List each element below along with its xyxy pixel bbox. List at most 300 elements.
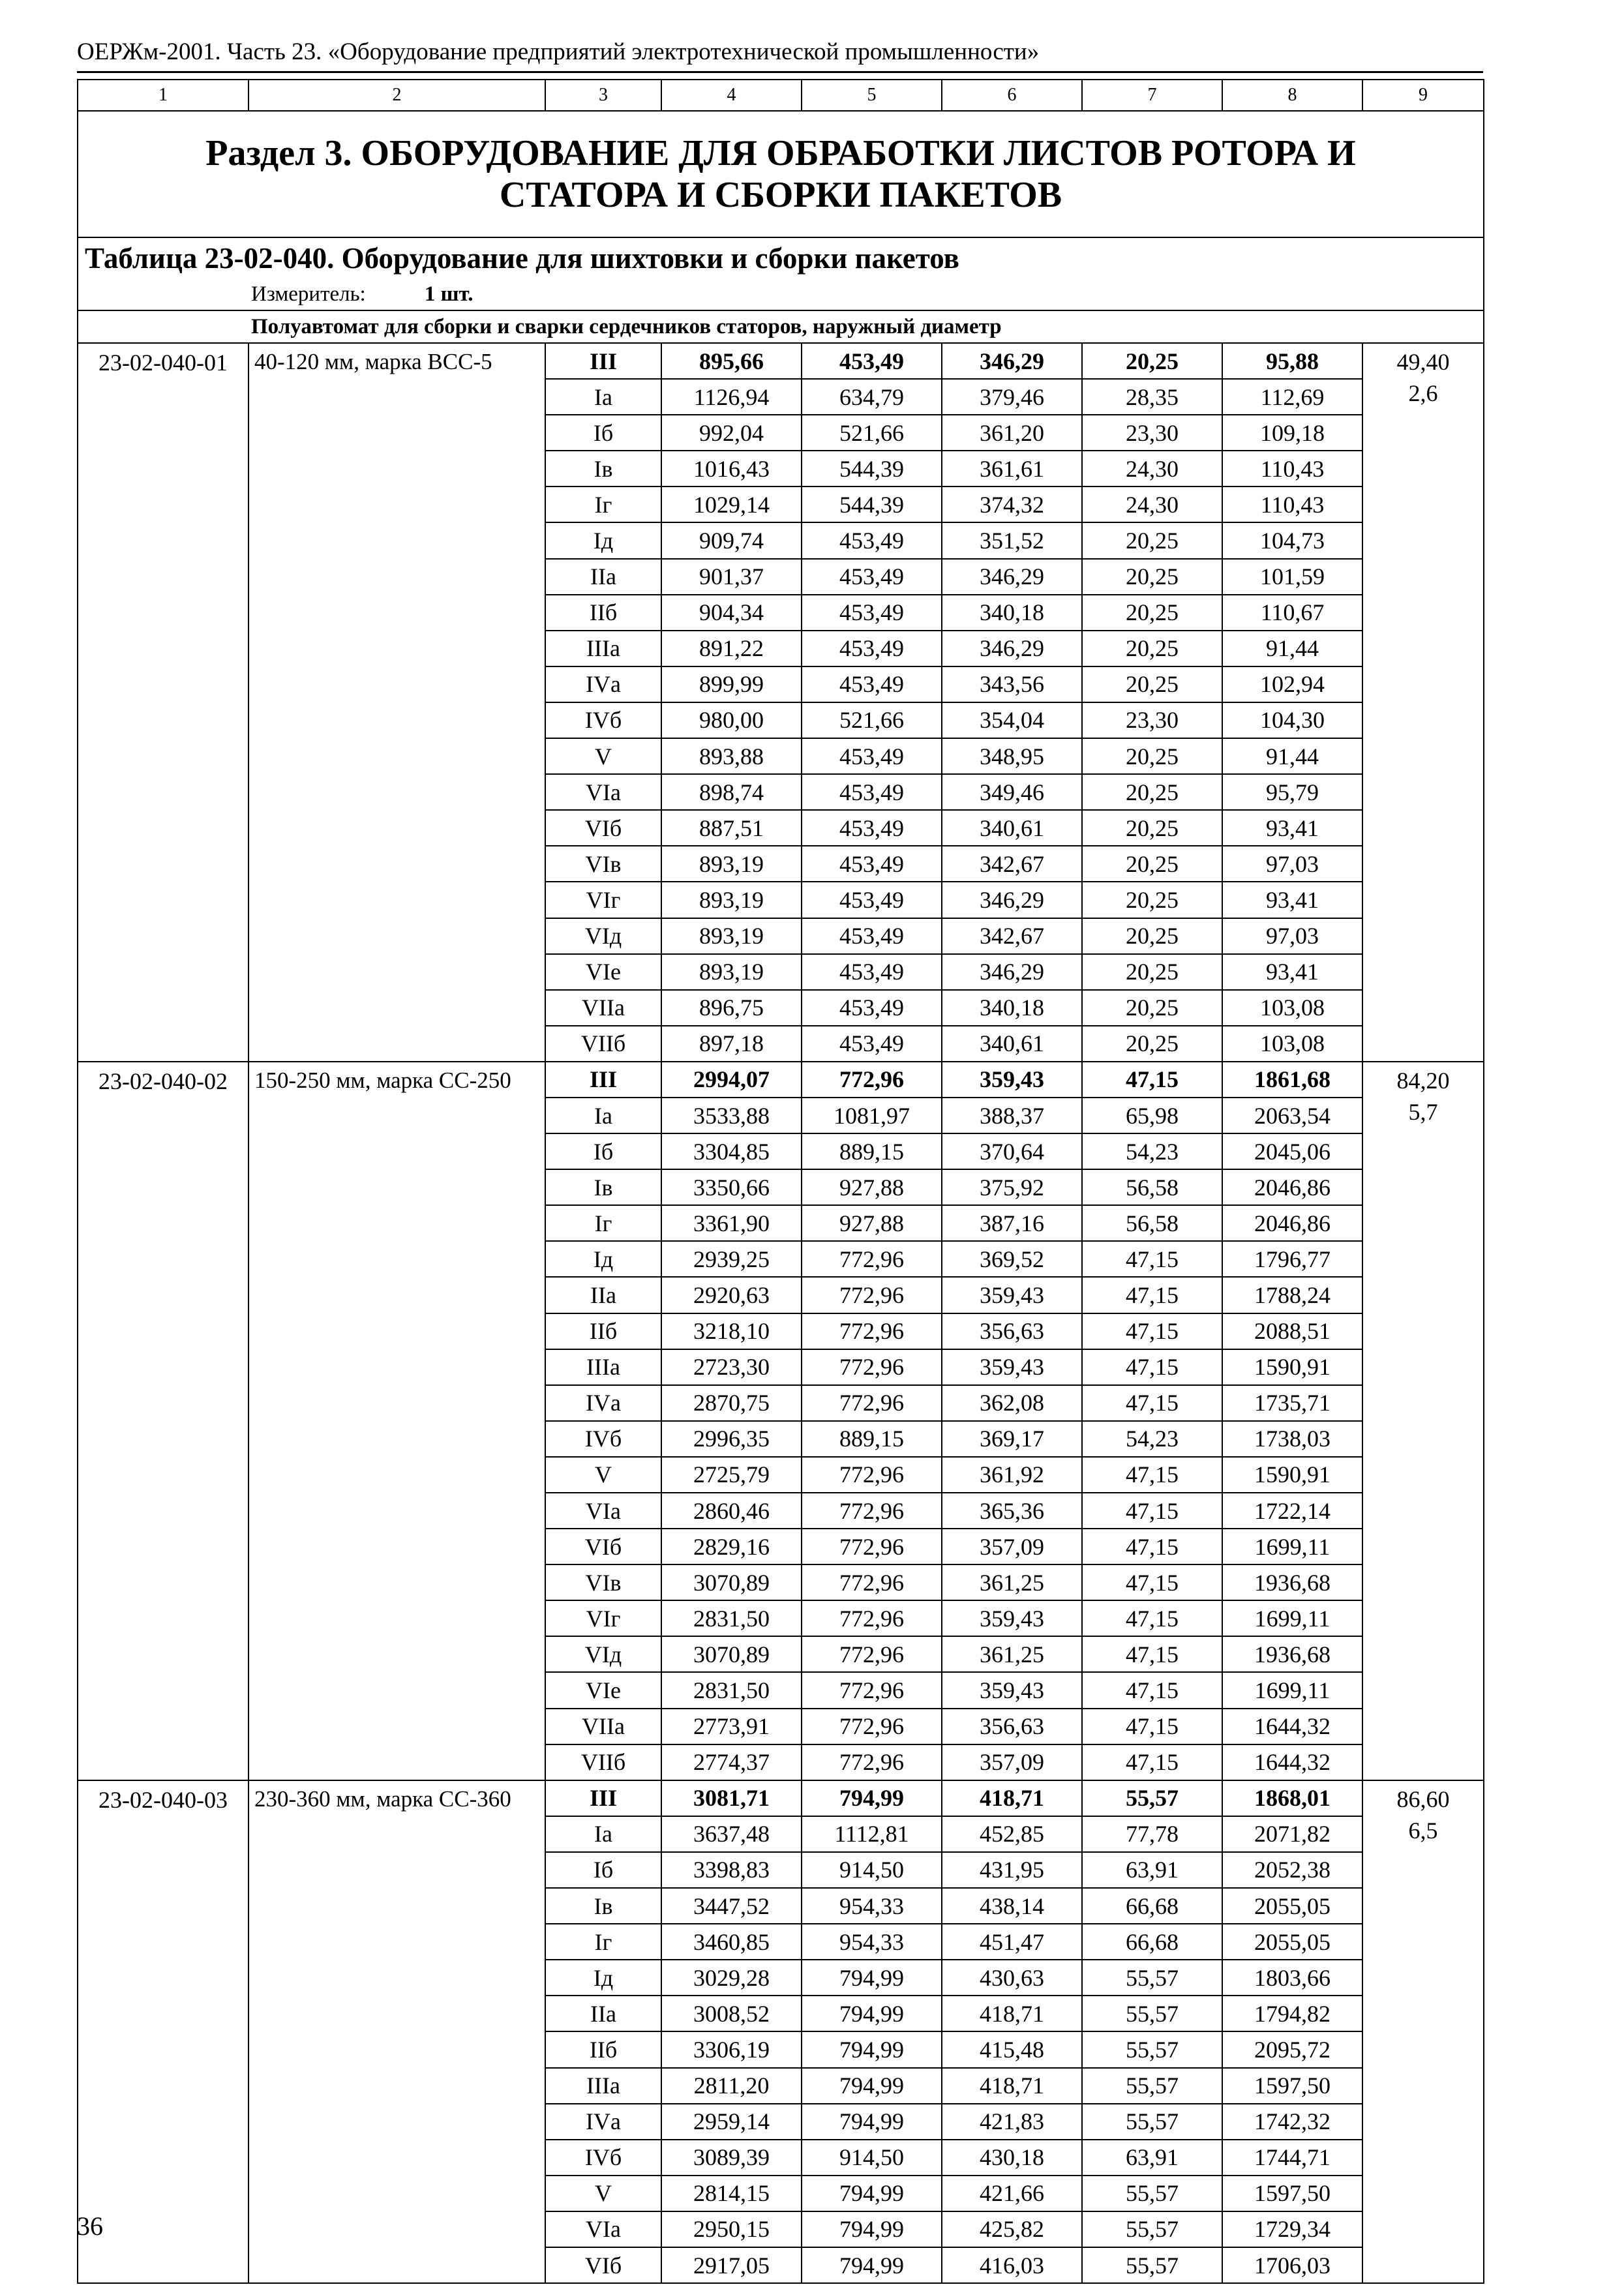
region-zone-cell: IVб xyxy=(545,2140,661,2176)
price-value-cell: 421,83 xyxy=(942,2104,1082,2140)
region-zone-cell: Iв xyxy=(545,451,661,486)
region-zone-cell: IIIа xyxy=(545,631,661,666)
price-value-cell: 20,25 xyxy=(1082,810,1222,846)
price-value-cell: 20,25 xyxy=(1082,666,1222,702)
region-zone-cell: IVа xyxy=(545,2104,661,2140)
region-zone-cell: V xyxy=(545,1457,661,1493)
price-value-cell: 1597,50 xyxy=(1222,2068,1362,2104)
price-value-cell: 20,25 xyxy=(1082,343,1222,379)
price-value-cell: 1590,91 xyxy=(1222,1349,1362,1385)
price-value-cell: 103,08 xyxy=(1222,1026,1362,1062)
table-row xyxy=(78,1062,1484,1098)
labor-cost-value: 84,20 xyxy=(1396,1067,1450,1094)
price-value-cell: 889,15 xyxy=(802,1421,942,1457)
price-value-cell: 452,85 xyxy=(942,1816,1082,1852)
price-value-cell: 453,49 xyxy=(802,559,942,595)
price-value-cell: 909,74 xyxy=(661,522,802,558)
price-value-cell: 1735,71 xyxy=(1222,1385,1362,1421)
price-value-cell: 361,25 xyxy=(942,1564,1082,1600)
price-value-cell: 3460,85 xyxy=(661,1924,802,1960)
price-value-cell: 104,30 xyxy=(1222,702,1362,738)
price-value-cell: 2046,86 xyxy=(1222,1205,1362,1241)
region-zone-cell: Iг xyxy=(545,1924,661,1960)
region-zone-cell: VIв xyxy=(545,1564,661,1600)
price-value-cell: 55,57 xyxy=(1082,1780,1222,1816)
price-value-cell: 346,29 xyxy=(942,631,1082,666)
price-value-cell: 898,74 xyxy=(661,774,802,810)
price-value-cell: 2939,25 xyxy=(661,1241,802,1277)
section-title-row xyxy=(78,111,1484,237)
price-value-cell: 340,61 xyxy=(942,1026,1082,1062)
price-value-cell: 893,19 xyxy=(661,954,802,990)
price-value-cell: 2071,82 xyxy=(1222,1816,1362,1852)
price-value-cell: 101,59 xyxy=(1222,559,1362,595)
price-value-cell: 2811,20 xyxy=(661,2068,802,2104)
price-value-cell: 772,96 xyxy=(802,1457,942,1493)
region-zone-cell: VIв xyxy=(545,846,661,882)
price-value-cell: 2045,06 xyxy=(1222,1133,1362,1169)
region-zone-cell: IVб xyxy=(545,1421,661,1457)
price-value-cell: 342,67 xyxy=(942,918,1082,954)
price-value-cell: 453,49 xyxy=(802,882,942,918)
price-value-cell: 103,08 xyxy=(1222,990,1362,1026)
price-value-cell: 369,52 xyxy=(942,1241,1082,1277)
price-value-cell: 110,43 xyxy=(1222,451,1362,486)
price-value-cell: 1081,97 xyxy=(802,1098,942,1133)
price-value-cell: 20,25 xyxy=(1082,595,1222,631)
price-value-cell: 47,15 xyxy=(1082,1457,1222,1493)
price-value-cell: 359,43 xyxy=(942,1062,1082,1098)
price-value-cell: 93,41 xyxy=(1222,882,1362,918)
machine-operator-value: 5,7 xyxy=(1408,1098,1438,1125)
price-value-cell: 3447,52 xyxy=(661,1888,802,1924)
price-value-cell: 430,18 xyxy=(942,2140,1082,2176)
price-value-cell: 63,91 xyxy=(1082,2140,1222,2176)
price-value-cell: 112,69 xyxy=(1222,379,1362,415)
price-value-cell: 794,99 xyxy=(802,1996,942,2031)
price-value-cell: 794,99 xyxy=(802,2176,942,2211)
item-code: 23-02-040-01 xyxy=(78,343,248,1062)
price-value-cell: 357,09 xyxy=(942,1744,1082,1780)
price-value-cell: 102,94 xyxy=(1222,666,1362,702)
price-value-cell: 349,46 xyxy=(942,774,1082,810)
region-zone-cell: VIа xyxy=(545,1493,661,1529)
price-value-cell: 47,15 xyxy=(1082,1529,1222,1564)
price-value-cell: 47,15 xyxy=(1082,1349,1222,1385)
price-value-cell: 47,15 xyxy=(1082,1564,1222,1600)
price-value-cell: 47,15 xyxy=(1082,1744,1222,1780)
price-value-cell: 1016,43 xyxy=(661,451,802,486)
price-value-cell: 2959,14 xyxy=(661,2104,802,2140)
price-value-cell: 340,18 xyxy=(942,990,1082,1026)
price-value-cell: 425,82 xyxy=(942,2211,1082,2247)
price-value-cell: 55,57 xyxy=(1082,1960,1222,1996)
price-value-cell: 772,96 xyxy=(802,1709,942,1744)
price-value-cell: 104,73 xyxy=(1222,522,1362,558)
price-value-cell: 893,19 xyxy=(661,882,802,918)
region-zone-cell: V xyxy=(545,2176,661,2211)
price-value-cell: 3533,88 xyxy=(661,1098,802,1133)
price-value-cell: 772,96 xyxy=(802,1313,942,1349)
region-zone-cell: IIб xyxy=(545,2031,661,2067)
price-value-cell: 887,51 xyxy=(661,810,802,846)
item-name: 230-360 мм, марка СС-360 xyxy=(248,1780,545,2283)
column-number: 1 xyxy=(78,80,248,111)
price-value-cell: 893,88 xyxy=(661,738,802,774)
price-value-cell: 47,15 xyxy=(1082,1709,1222,1744)
price-value-cell: 453,49 xyxy=(802,990,942,1026)
region-zone-cell: III xyxy=(545,1780,661,1816)
price-value-cell: 2860,46 xyxy=(661,1493,802,1529)
price-value-cell: 357,09 xyxy=(942,1529,1082,1564)
price-value-cell: 23,30 xyxy=(1082,702,1222,738)
price-value-cell: 1794,82 xyxy=(1222,1996,1362,2031)
region-zone-cell: VIг xyxy=(545,1600,661,1636)
price-value-cell: 20,25 xyxy=(1082,559,1222,595)
column-number: 3 xyxy=(545,80,661,111)
price-value-cell: 1126,94 xyxy=(661,379,802,415)
price-value-cell: 24,30 xyxy=(1082,451,1222,486)
region-zone-cell: III xyxy=(545,1062,661,1098)
price-value-cell: 359,43 xyxy=(942,1600,1082,1636)
price-value-cell: 2831,50 xyxy=(661,1672,802,1708)
price-value-cell: 1861,68 xyxy=(1222,1062,1362,1098)
price-value-cell: 3306,19 xyxy=(661,2031,802,2067)
price-value-cell: 54,23 xyxy=(1082,1133,1222,1169)
price-value-cell: 418,71 xyxy=(942,1780,1082,1816)
region-zone-cell: VIIб xyxy=(545,1026,661,1062)
price-value-cell: 1796,77 xyxy=(1222,1241,1362,1277)
price-value-cell: 772,96 xyxy=(802,1636,942,1672)
price-value-cell: 340,18 xyxy=(942,595,1082,631)
price-value-cell: 351,52 xyxy=(942,522,1082,558)
price-value-cell: 91,44 xyxy=(1222,631,1362,666)
header-rule xyxy=(77,71,1483,73)
item-code: 23-02-040-02 xyxy=(78,1062,248,1780)
measure-row xyxy=(78,278,1484,310)
price-value-cell: 361,20 xyxy=(942,415,1082,451)
region-zone-cell: IVб xyxy=(545,702,661,738)
region-zone-cell: VIе xyxy=(545,954,661,990)
col9-values xyxy=(1362,1780,1484,2283)
price-value-cell: 1699,11 xyxy=(1222,1600,1362,1636)
price-value-cell: 3081,71 xyxy=(661,1780,802,1816)
region-zone-cell: VIб xyxy=(545,2247,661,2283)
price-value-cell: 3361,90 xyxy=(661,1205,802,1241)
price-value-cell: 65,98 xyxy=(1082,1098,1222,1133)
price-value-cell: 453,49 xyxy=(802,1026,942,1062)
table-title-row xyxy=(78,237,1484,278)
price-value-cell: 387,16 xyxy=(942,1205,1082,1241)
price-value-cell: 346,29 xyxy=(942,882,1082,918)
price-value-cell: 1868,01 xyxy=(1222,1780,1362,1816)
price-value-cell: 453,49 xyxy=(802,846,942,882)
price-value-cell: 1590,91 xyxy=(1222,1457,1362,1493)
price-value-cell: 3070,89 xyxy=(661,1564,802,1600)
price-value-cell: 97,03 xyxy=(1222,846,1362,882)
region-zone-cell: III xyxy=(545,343,661,379)
price-value-cell: 897,18 xyxy=(661,1026,802,1062)
region-zone-cell: IIIа xyxy=(545,1349,661,1385)
region-zone-cell: IIа xyxy=(545,559,661,595)
price-value-cell: 24,30 xyxy=(1082,486,1222,522)
price-value-cell: 544,39 xyxy=(802,486,942,522)
price-value-cell: 340,61 xyxy=(942,810,1082,846)
item-code: 23-02-040-03 xyxy=(78,1780,248,2283)
price-value-cell: 2088,51 xyxy=(1222,1313,1362,1349)
price-value-cell: 354,04 xyxy=(942,702,1082,738)
column-number: 4 xyxy=(661,80,802,111)
price-value-cell: 1699,11 xyxy=(1222,1672,1362,1708)
price-value-cell: 359,43 xyxy=(942,1672,1082,1708)
price-value-cell: 980,00 xyxy=(661,702,802,738)
price-value-cell: 453,49 xyxy=(802,810,942,846)
region-zone-cell: VIд xyxy=(545,1636,661,1672)
price-value-cell: 95,88 xyxy=(1222,343,1362,379)
region-zone-cell: Iб xyxy=(545,415,661,451)
price-value-cell: 3304,85 xyxy=(661,1133,802,1169)
price-value-cell: 3008,52 xyxy=(661,1996,802,2031)
price-value-cell: 772,96 xyxy=(802,1744,942,1780)
price-value-cell: 453,49 xyxy=(802,918,942,954)
price-value-cell: 2773,91 xyxy=(661,1709,802,1744)
price-value-cell: 2950,15 xyxy=(661,2211,802,2247)
price-value-cell: 20,25 xyxy=(1082,918,1222,954)
region-zone-cell: IIIа xyxy=(545,2068,661,2104)
price-value-cell: 20,25 xyxy=(1082,990,1222,1026)
price-value-cell: 794,99 xyxy=(802,2068,942,2104)
price-value-cell: 2052,38 xyxy=(1222,1852,1362,1888)
region-zone-cell: Iв xyxy=(545,1169,661,1205)
price-value-cell: 794,99 xyxy=(802,1960,942,1996)
price-value-cell: 2829,16 xyxy=(661,1529,802,1564)
price-value-cell: 55,57 xyxy=(1082,2031,1222,2067)
column-number: 6 xyxy=(942,80,1082,111)
price-value-cell: 3350,66 xyxy=(661,1169,802,1205)
price-value-cell: 1742,32 xyxy=(1222,2104,1362,2140)
price-value-cell: 20,25 xyxy=(1082,1026,1222,1062)
price-value-cell: 2046,86 xyxy=(1222,1169,1362,1205)
table-row xyxy=(78,1780,1484,1816)
region-zone-cell: IIа xyxy=(545,1996,661,2031)
region-zone-cell: IIб xyxy=(545,1313,661,1349)
price-value-cell: 1936,68 xyxy=(1222,1636,1362,1672)
price-value-cell: 896,75 xyxy=(661,990,802,1026)
price-value-cell: 3218,10 xyxy=(661,1313,802,1349)
price-value-cell: 77,78 xyxy=(1082,1816,1222,1852)
col9-values xyxy=(1362,343,1484,1062)
region-zone-cell: VIб xyxy=(545,1529,661,1564)
price-value-cell: 1029,14 xyxy=(661,486,802,522)
region-zone-cell: Iб xyxy=(545,1852,661,1888)
price-value-cell: 2095,72 xyxy=(1222,2031,1362,2067)
price-table-container xyxy=(77,79,1483,2284)
price-value-cell: 95,79 xyxy=(1222,774,1362,810)
price-value-cell: 47,15 xyxy=(1082,1385,1222,1421)
price-value-cell: 3070,89 xyxy=(661,1636,802,1672)
price-value-cell: 2870,75 xyxy=(661,1385,802,1421)
price-value-cell: 2725,79 xyxy=(661,1457,802,1493)
price-value-cell: 1936,68 xyxy=(1222,1564,1362,1600)
price-value-cell: 1597,50 xyxy=(1222,2176,1362,2211)
price-value-cell: 109,18 xyxy=(1222,415,1362,451)
price-value-cell: 927,88 xyxy=(802,1169,942,1205)
price-value-cell: 634,79 xyxy=(802,379,942,415)
price-value-cell: 356,63 xyxy=(942,1709,1082,1744)
price-value-cell: 794,99 xyxy=(802,2211,942,2247)
price-value-cell: 421,66 xyxy=(942,2176,1082,2211)
price-value-cell: 1788,24 xyxy=(1222,1277,1362,1313)
region-zone-cell: Iа xyxy=(545,379,661,415)
price-value-cell: 1729,34 xyxy=(1222,2211,1362,2247)
price-value-cell: 914,50 xyxy=(802,2140,942,2176)
measure-unit: 1 шт. xyxy=(424,282,474,306)
page-number: 36 xyxy=(77,2211,103,2241)
price-value-cell: 346,29 xyxy=(942,559,1082,595)
price-value-cell: 66,68 xyxy=(1082,1888,1222,1924)
region-zone-cell: VIг xyxy=(545,882,661,918)
region-zone-cell: Iд xyxy=(545,522,661,558)
region-zone-cell: Iб xyxy=(545,1133,661,1169)
price-value-cell: 47,15 xyxy=(1082,1600,1222,1636)
price-value-cell: 55,57 xyxy=(1082,2211,1222,2247)
region-zone-cell: Iд xyxy=(545,1960,661,1996)
section-title xyxy=(78,111,1484,237)
price-table-body xyxy=(78,80,1484,2283)
running-header: ОЕРЖм-2001. Часть 23. «Оборудование предприятий электротехнической промышленности» xyxy=(77,38,1040,65)
price-value-cell: 772,96 xyxy=(802,1529,942,1564)
price-value-cell: 343,56 xyxy=(942,666,1082,702)
price-value-cell: 794,99 xyxy=(802,2031,942,2067)
column-number: 7 xyxy=(1082,80,1222,111)
price-value-cell: 1738,03 xyxy=(1222,1421,1362,1457)
price-value-cell: 56,58 xyxy=(1082,1205,1222,1241)
price-value-cell: 23,30 xyxy=(1082,415,1222,451)
subheading: Полуавтомат для сборки и сварки сердечников статоров, наружный диаметр xyxy=(78,310,1484,343)
price-value-cell: 772,96 xyxy=(802,1564,942,1600)
column-number: 8 xyxy=(1222,80,1362,111)
measure-label: Измеритель: xyxy=(251,282,366,306)
price-value-cell: 55,57 xyxy=(1082,2104,1222,2140)
price-value-cell: 20,25 xyxy=(1082,954,1222,990)
price-value-cell: 794,99 xyxy=(802,2247,942,2283)
price-value-cell: 772,96 xyxy=(802,1600,942,1636)
region-zone-cell: IVа xyxy=(545,1385,661,1421)
labor-cost-value: 86,60 xyxy=(1396,1786,1450,1812)
price-value-cell: 20,25 xyxy=(1082,846,1222,882)
machine-operator-value: 6,5 xyxy=(1408,1817,1438,1844)
column-number: 5 xyxy=(802,80,942,111)
price-value-cell: 544,39 xyxy=(802,451,942,486)
price-value-cell: 54,23 xyxy=(1082,1421,1222,1457)
column-number: 9 xyxy=(1362,80,1484,111)
price-value-cell: 361,25 xyxy=(942,1636,1082,1672)
price-value-cell: 369,17 xyxy=(942,1421,1082,1457)
region-zone-cell: VIе xyxy=(545,1672,661,1708)
price-value-cell: 361,92 xyxy=(942,1457,1082,1493)
price-value-cell: 20,25 xyxy=(1082,774,1222,810)
price-value-cell: 453,49 xyxy=(802,595,942,631)
section-title-line: СТАТОРА И СБОРКИ ПАКЕТОВ xyxy=(499,175,1062,215)
region-zone-cell: VIIб xyxy=(545,1744,661,1780)
region-zone-cell: Iа xyxy=(545,1098,661,1133)
price-value-cell: 20,25 xyxy=(1082,522,1222,558)
price-value-cell: 346,29 xyxy=(942,954,1082,990)
price-value-cell: 28,35 xyxy=(1082,379,1222,415)
price-value-cell: 2920,63 xyxy=(661,1277,802,1313)
price-value-cell: 2814,15 xyxy=(661,2176,802,2211)
region-zone-cell: V xyxy=(545,738,661,774)
price-value-cell: 893,19 xyxy=(661,918,802,954)
price-value-cell: 370,64 xyxy=(942,1133,1082,1169)
price-value-cell: 416,03 xyxy=(942,2247,1082,2283)
price-value-cell: 66,68 xyxy=(1082,1924,1222,1960)
price-value-cell: 772,96 xyxy=(802,1062,942,1098)
price-value-cell: 1744,71 xyxy=(1222,2140,1362,2176)
price-value-cell: 889,15 xyxy=(802,1133,942,1169)
item-name: 40-120 мм, марка ВСС-5 xyxy=(248,343,545,1062)
price-value-cell: 2917,05 xyxy=(661,2247,802,2283)
price-value-cell: 415,48 xyxy=(942,2031,1082,2067)
machine-operator-value: 2,6 xyxy=(1408,380,1438,406)
price-value-cell: 1644,32 xyxy=(1222,1744,1362,1780)
price-value-cell: 772,96 xyxy=(802,1493,942,1529)
region-zone-cell: VIа xyxy=(545,2211,661,2247)
price-value-cell: 453,49 xyxy=(802,774,942,810)
price-value-cell: 47,15 xyxy=(1082,1241,1222,1277)
region-zone-cell: IIб xyxy=(545,595,661,631)
price-value-cell: 794,99 xyxy=(802,2104,942,2140)
price-value-cell: 91,44 xyxy=(1222,738,1362,774)
price-value-cell: 2055,05 xyxy=(1222,1888,1362,1924)
price-value-cell: 110,43 xyxy=(1222,486,1362,522)
price-value-cell: 47,15 xyxy=(1082,1062,1222,1098)
column-number-row xyxy=(78,80,1484,111)
price-value-cell: 2994,07 xyxy=(661,1062,802,1098)
subheading-row xyxy=(78,310,1484,343)
price-value-cell: 418,71 xyxy=(942,1996,1082,2031)
price-value-cell: 93,41 xyxy=(1222,954,1362,990)
price-value-cell: 904,34 xyxy=(661,595,802,631)
price-value-cell: 379,46 xyxy=(942,379,1082,415)
price-value-cell: 55,57 xyxy=(1082,2176,1222,2211)
price-value-cell: 3398,83 xyxy=(661,1852,802,1888)
price-value-cell: 891,22 xyxy=(661,631,802,666)
region-zone-cell: Iа xyxy=(545,1816,661,1852)
price-value-cell: 359,43 xyxy=(942,1277,1082,1313)
price-value-cell: 374,32 xyxy=(942,486,1082,522)
item-name: 150-250 мм, марка СС-250 xyxy=(248,1062,545,1780)
price-value-cell: 2774,37 xyxy=(661,1744,802,1780)
region-zone-cell: VIд xyxy=(545,918,661,954)
price-value-cell: 2996,35 xyxy=(661,1421,802,1457)
price-value-cell: 927,88 xyxy=(802,1205,942,1241)
col9-values xyxy=(1362,1062,1484,1780)
price-value-cell: 521,66 xyxy=(802,702,942,738)
price-value-cell: 3029,28 xyxy=(661,1960,802,1996)
price-value-cell: 3089,39 xyxy=(661,2140,802,2176)
price-value-cell: 2063,54 xyxy=(1222,1098,1362,1133)
price-value-cell: 93,41 xyxy=(1222,810,1362,846)
region-zone-cell: VIIа xyxy=(545,1709,661,1744)
price-value-cell: 893,19 xyxy=(661,846,802,882)
price-value-cell: 438,14 xyxy=(942,1888,1082,1924)
price-value-cell: 1112,81 xyxy=(802,1816,942,1852)
price-value-cell: 346,29 xyxy=(942,343,1082,379)
price-value-cell: 901,37 xyxy=(661,559,802,595)
region-zone-cell: IVа xyxy=(545,666,661,702)
price-value-cell: 47,15 xyxy=(1082,1672,1222,1708)
